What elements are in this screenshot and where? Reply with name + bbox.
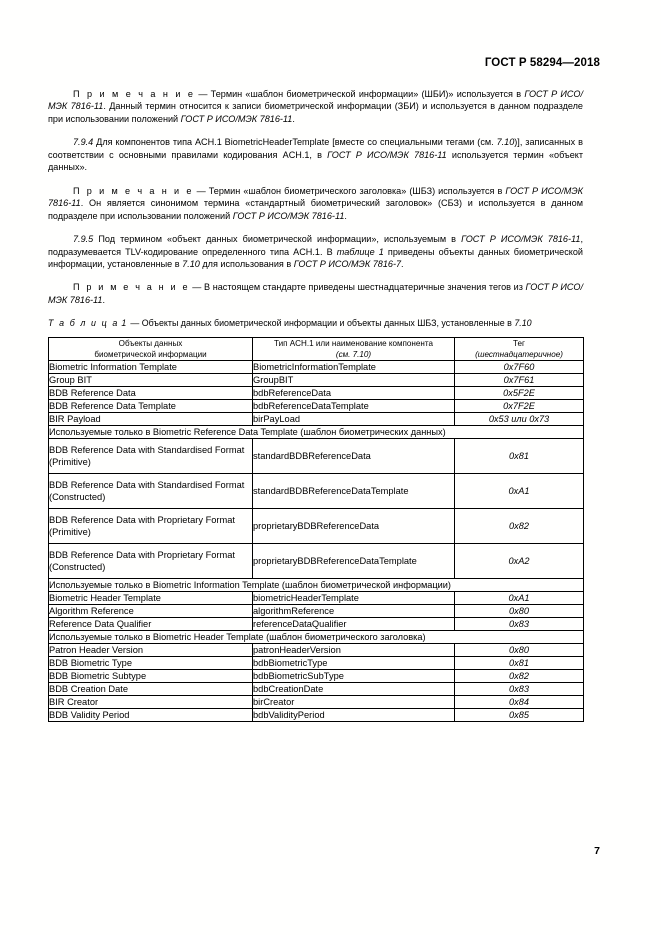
clause-text-c: используется термин «объект данных». bbox=[48, 149, 583, 173]
data-objects-table-wrapper bbox=[48, 337, 583, 722]
table-caption-label: Т а б л и ц а bbox=[48, 318, 119, 328]
cell-object-name: Reference Data Qualifier bbox=[49, 618, 253, 631]
cell-asn-type: standardBDBReferenceData bbox=[253, 439, 455, 474]
cell-asn-type: GroupBIT bbox=[253, 374, 455, 387]
cell-tag: 0xA1 bbox=[455, 474, 584, 509]
cell-asn-type: bdbBiometricType bbox=[253, 657, 455, 670]
note-ref-a: ГОСТ Р ИСО/МЭК 7816-11 bbox=[48, 185, 583, 209]
cell-tag: 0x83 bbox=[455, 618, 584, 631]
clause-number: 7.9.5 bbox=[73, 234, 94, 245]
cell-tag: 0x5F2E bbox=[455, 387, 584, 400]
note-text-a: В настоящем стандарте приведены шестнадцатеричные значения тегов из bbox=[204, 282, 526, 293]
clause-text-d: для использования в bbox=[199, 258, 294, 269]
cell-object-name: Patron Header Version bbox=[49, 644, 253, 657]
cell-asn-type: proprietaryBDBReferenceData bbox=[253, 509, 455, 544]
cell-tag: 0x7F60 bbox=[455, 361, 584, 374]
table-body bbox=[49, 361, 584, 722]
cell-section-title: Используемые только в Biometric Information Template (шаблон биометрической информации) bbox=[49, 579, 584, 592]
cell-object-name: Group BIT bbox=[49, 374, 253, 387]
note-label: П р и м е ч а н и е bbox=[73, 89, 196, 99]
table-section-row bbox=[49, 579, 584, 592]
clause-7-9-4 bbox=[48, 136, 583, 173]
cell-object-name: BDB Reference Data bbox=[49, 387, 253, 400]
cell-asn-type: patronHeaderVersion bbox=[253, 644, 455, 657]
header-line-1: Тип ACH.1 или наименование компонента bbox=[274, 339, 433, 348]
table-header-cell-type bbox=[253, 338, 455, 361]
document-body bbox=[48, 88, 583, 306]
cell-section-title: Используемые только в Biometric Header Template (шаблон биометрического заголовка) bbox=[49, 631, 584, 644]
clause-ref-a: ГОСТ Р ИСО/МЭК 7816-11 bbox=[461, 234, 581, 245]
table-header-cell-tag bbox=[455, 338, 584, 361]
clause-text-b: )], записанных в соответствии с основными правилами кодирования ACH.1, в bbox=[48, 137, 583, 160]
note-text-b: . Данный термин относится к записи биометрической информации (ЗБИ) и используется в данном подразделе при использовании положений bbox=[48, 101, 583, 124]
note-label: П р и м е ч а н и е bbox=[73, 282, 190, 293]
note-ref-a: ГОСТ Р ИСО/МЭК 7816-11 bbox=[48, 89, 583, 112]
cell-tag: 0x81 bbox=[455, 657, 584, 670]
header-line-2: (см. 7.10) bbox=[335, 350, 372, 360]
clause-ref-b: таблице 1 bbox=[336, 246, 384, 257]
cell-asn-type: referenceDataQualifier bbox=[253, 618, 455, 631]
cell-tag: 0x53 или 0x73 bbox=[455, 413, 584, 426]
note-dash: — bbox=[192, 282, 202, 293]
cell-tag: 0x85 bbox=[455, 709, 584, 722]
clause-ref-c: 7.10 bbox=[182, 258, 200, 269]
cell-object-name: BDB Biometric Type bbox=[49, 657, 253, 670]
table-section-row bbox=[49, 631, 584, 644]
note-text-c: . bbox=[292, 113, 295, 124]
page-number: 7 bbox=[594, 845, 600, 857]
cell-tag: 0xA2 bbox=[455, 544, 584, 579]
note-ref-b: ГОСТ Р ИСО/МЭК 7816-11 bbox=[180, 113, 293, 124]
cell-tag: 0x80 bbox=[455, 605, 584, 618]
table-caption-dash: — bbox=[130, 318, 140, 328]
cell-object-name: BDB Biometric Subtype bbox=[49, 670, 253, 683]
note-paragraph-2 bbox=[48, 185, 583, 222]
clause-ref-d: ГОСТ Р ИСО/МЭК 7816-7 bbox=[293, 258, 402, 269]
cell-tag: 0x7F61 bbox=[455, 374, 584, 387]
table-row bbox=[49, 387, 584, 400]
cell-asn-type: bdbValidityPeriod bbox=[253, 709, 455, 722]
document-standard-number: ГОСТ Р 58294—2018 bbox=[484, 57, 600, 69]
cell-asn-type: proprietaryBDBReferenceDataTemplate bbox=[253, 544, 455, 579]
cell-asn-type: biometricHeaderTemplate bbox=[253, 592, 455, 605]
table-row bbox=[49, 400, 584, 413]
note-text-c: . bbox=[344, 210, 347, 221]
table-section-row bbox=[49, 426, 584, 439]
table-row bbox=[49, 509, 584, 544]
cell-object-name: Algorithm Reference bbox=[49, 605, 253, 618]
cell-tag: 0x7F2E bbox=[455, 400, 584, 413]
note-text-a: Термин «шаблон биометрической информации» (ШБИ)» используется в bbox=[210, 89, 525, 99]
cell-object-name: BDB Reference Data with Standardised Format (Primitive) bbox=[49, 439, 253, 474]
table-row bbox=[49, 592, 584, 605]
header-line-2: (шестнадцатеричное) bbox=[475, 350, 563, 360]
table-row bbox=[49, 361, 584, 374]
cell-object-name: BDB Reference Data with Standardised Format (Constructed) bbox=[49, 474, 253, 509]
note-paragraph-3 bbox=[48, 281, 583, 306]
header-line-2: биометрической информации bbox=[94, 350, 207, 360]
cell-object-name: BIR Creator bbox=[49, 696, 253, 709]
note-ref-b: ГОСТ Р ИСО/МЭК 7816-11 bbox=[232, 210, 345, 221]
note-text-a: Термин «шаблон биометрического заголовка» (ШБЗ) используется в bbox=[208, 185, 506, 196]
note-ref-a: ГОСТ Р ИСО/МЭК 7816-11 bbox=[48, 282, 584, 305]
cell-tag: 0xA1 bbox=[455, 592, 584, 605]
clause-ref-b: ГОСТ Р ИСО/МЭК 7816-11 bbox=[327, 149, 447, 160]
clause-text-a: Под термином «объект данных биометрической информации», используемым в bbox=[93, 234, 462, 245]
table-row bbox=[49, 670, 584, 683]
table-caption-text: Объекты данных биометрической информации и объекты данных ШБЗ, установленные в bbox=[141, 318, 515, 328]
table-row bbox=[49, 439, 584, 474]
table-row bbox=[49, 696, 584, 709]
header-line-1: Объекты данных bbox=[118, 339, 183, 348]
table-row bbox=[49, 709, 584, 722]
cell-object-name: Biometric Information Template bbox=[49, 361, 253, 374]
clause-text-c: приведены объекты данных биометрической информации, установленные в bbox=[48, 246, 583, 269]
table-row bbox=[49, 474, 584, 509]
table-caption-ref: 7.10 bbox=[514, 318, 532, 328]
cell-asn-type: standardBDBReferenceDataTemplate bbox=[253, 474, 455, 509]
cell-object-name: BDB Reference Data with Proprietary Format (Primitive) bbox=[49, 509, 253, 544]
cell-object-name: BDB Creation Date bbox=[49, 683, 253, 696]
table-row bbox=[49, 683, 584, 696]
cell-asn-type: birPayLoad bbox=[253, 413, 455, 426]
header-line-1: Тег bbox=[513, 339, 525, 348]
cell-object-name: BIR Payload bbox=[49, 413, 253, 426]
cell-tag: 0x82 bbox=[455, 509, 584, 544]
table-row bbox=[49, 374, 584, 387]
note-dash: — bbox=[196, 185, 206, 196]
table-header-row bbox=[49, 338, 584, 361]
table-row bbox=[49, 413, 584, 426]
cell-asn-type: bdbBiometricSubType bbox=[253, 670, 455, 683]
cell-tag: 0x81 bbox=[455, 439, 584, 474]
table-header-cell-objects bbox=[49, 338, 253, 361]
table-row bbox=[49, 657, 584, 670]
clause-number: 7.9.4 bbox=[73, 137, 94, 148]
table-row bbox=[49, 544, 584, 579]
cell-asn-type: birCreator bbox=[253, 696, 455, 709]
note-text-b: . bbox=[102, 294, 106, 305]
note-label: П р и м е ч а н и е bbox=[73, 185, 194, 196]
cell-tag: 0x83 bbox=[455, 683, 584, 696]
cell-asn-type: bdbCreationDate bbox=[253, 683, 455, 696]
data-objects-table bbox=[48, 337, 584, 722]
cell-tag: 0x84 bbox=[455, 696, 584, 709]
cell-asn-type: BiometricInformationTemplate bbox=[253, 361, 455, 374]
cell-asn-type: bdbReferenceData bbox=[253, 387, 455, 400]
table-row bbox=[49, 618, 584, 631]
clause-text-b: , подразумевается TLV-кодирование определенного типа ACH.1. В bbox=[48, 234, 583, 257]
clause-text-a: Для компонентов типа ACH.1 BiometricHeaderTemplate [вместе со специальными тегами (см. bbox=[93, 137, 497, 148]
note-dash: — bbox=[198, 89, 208, 99]
note-text-b: . Он является синонимом термина «стандартный биометрический заголовок» (СБЗ) и используется в данном подразделе при использовании положений bbox=[48, 198, 583, 221]
clause-ref-a: 7.10 bbox=[496, 137, 515, 148]
table-row bbox=[49, 605, 584, 618]
table-header bbox=[49, 338, 584, 361]
cell-object-name: BDB Reference Data with Proprietary Format (Constructed) bbox=[49, 544, 253, 579]
cell-asn-type: bdbReferenceDataTemplate bbox=[253, 400, 455, 413]
clause-text-e: . bbox=[401, 258, 404, 269]
cell-object-name: Biometric Header Template bbox=[49, 592, 253, 605]
cell-object-name: BDB Reference Data Template bbox=[49, 400, 253, 413]
cell-section-title: Используемые только в Biometric Reference Data Template (шаблон биометрических данных) bbox=[49, 426, 584, 439]
cell-tag: 0x82 bbox=[455, 670, 584, 683]
clause-7-9-5 bbox=[48, 233, 583, 270]
cell-object-name: BDB Validity Period bbox=[49, 709, 253, 722]
table-caption bbox=[48, 317, 588, 329]
note-paragraph-1 bbox=[48, 88, 583, 125]
table-caption-number: 1 bbox=[121, 318, 128, 328]
cell-tag: 0x80 bbox=[455, 644, 584, 657]
table-row bbox=[49, 644, 584, 657]
cell-asn-type: algorithmReference bbox=[253, 605, 455, 618]
